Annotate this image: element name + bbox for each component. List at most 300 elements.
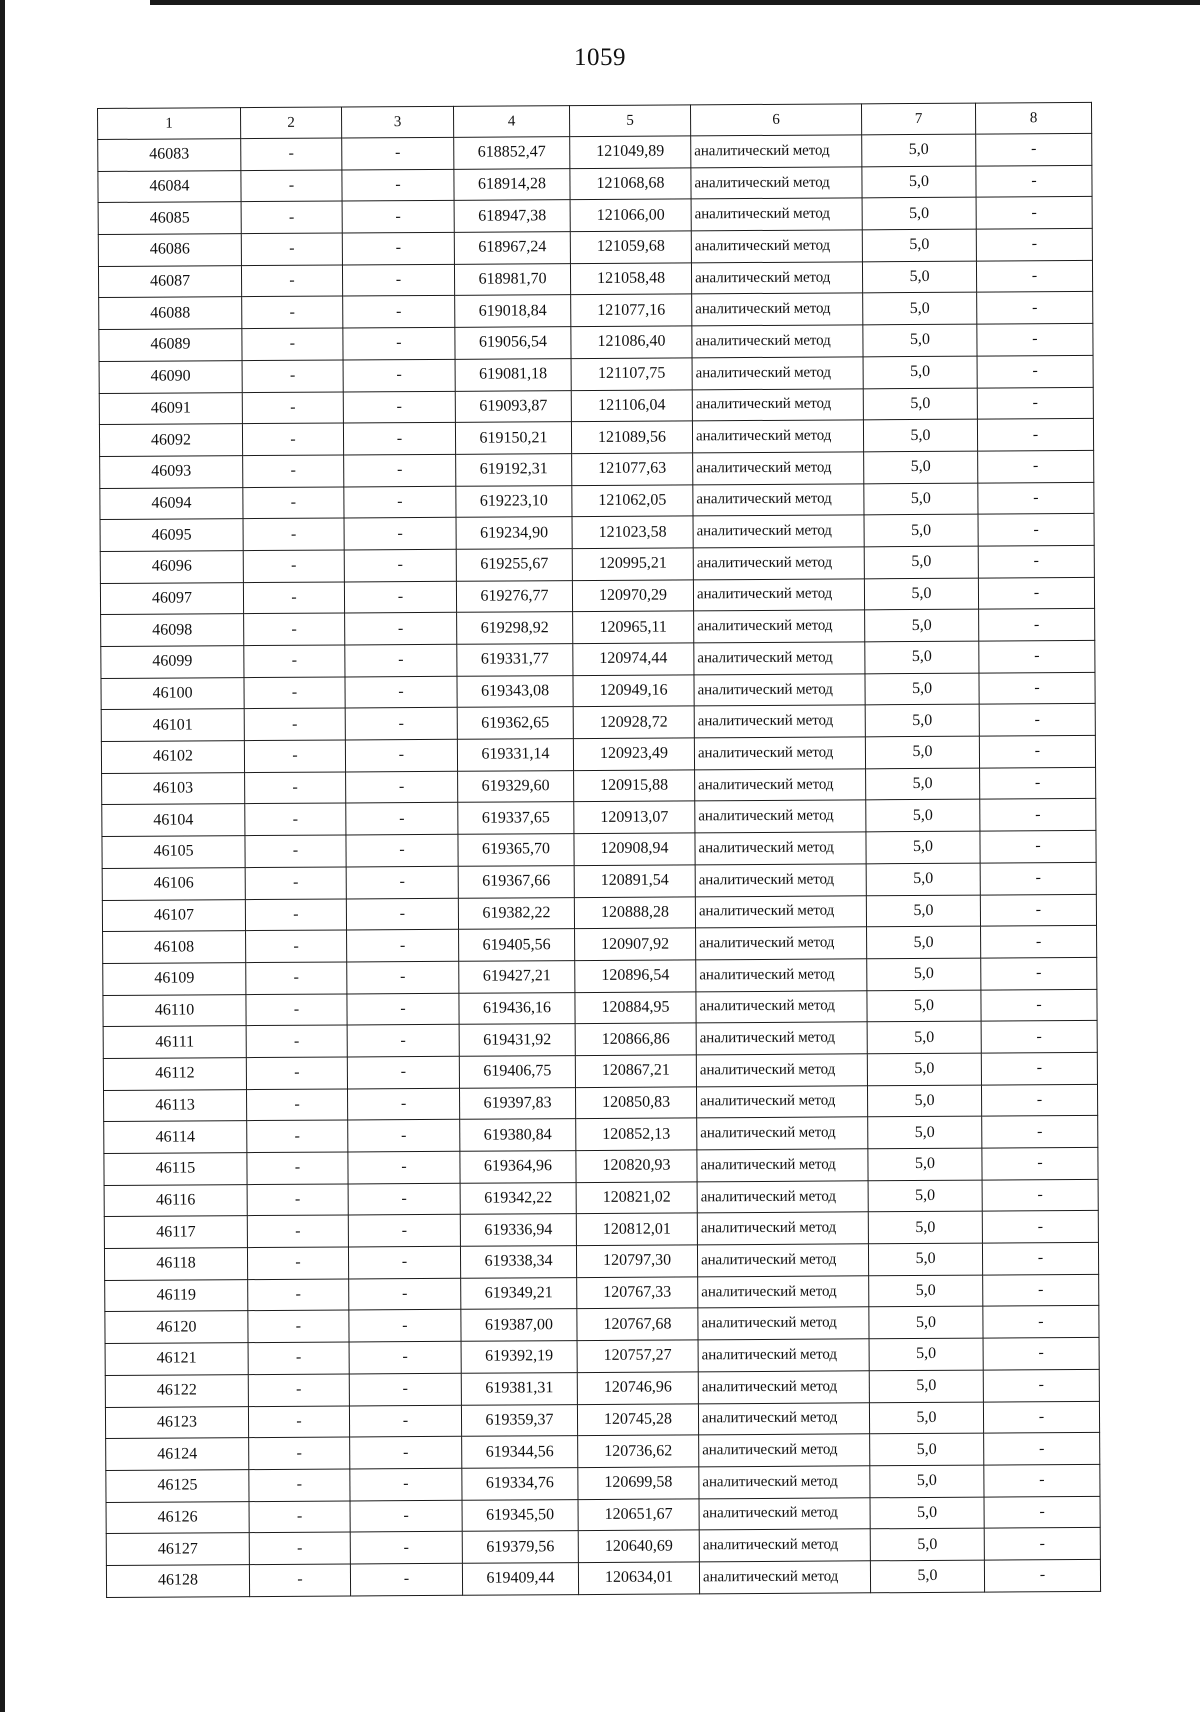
y-coordinate-cell: 120640,69 [578, 1530, 699, 1562]
col2-cell: - [249, 1469, 350, 1501]
method-cell: аналитический метод [694, 642, 865, 675]
point-number-cell: 46117 [104, 1216, 247, 1249]
x-coordinate-cell: 619379,56 [462, 1531, 578, 1563]
col2-cell: - [247, 1152, 348, 1184]
col3-cell: - [349, 1310, 461, 1342]
col8-cell: - [976, 165, 1092, 197]
accuracy-cell: 5,0 [867, 958, 981, 990]
method-cell: аналитический метод [699, 1561, 870, 1594]
accuracy-cell: 5,0 [865, 641, 979, 673]
point-number-cell: 46124 [106, 1438, 249, 1471]
col8-cell: - [978, 577, 1094, 609]
method-cell: аналитический метод [694, 674, 865, 707]
method-cell: аналитический метод [696, 1085, 867, 1118]
method-cell: аналитический метод [697, 1212, 868, 1245]
col2-cell: - [242, 423, 343, 455]
col3-cell: - [346, 834, 458, 866]
method-cell: аналитический метод [694, 737, 865, 770]
method-cell: аналитический метод [696, 1054, 867, 1087]
accuracy-cell: 5,0 [870, 1465, 984, 1497]
y-coordinate-cell: 121062,05 [572, 484, 693, 516]
col8-cell: - [977, 355, 1093, 387]
col3-cell: - [347, 961, 459, 993]
y-coordinate-cell: 120867,21 [575, 1055, 696, 1087]
method-cell: аналитический метод [698, 1276, 869, 1309]
col2-cell: - [246, 930, 347, 962]
x-coordinate-cell: 619018,84 [455, 295, 571, 327]
col2-cell: - [243, 582, 344, 614]
accuracy-cell: 5,0 [865, 609, 979, 641]
y-coordinate-cell: 120908,94 [574, 833, 695, 865]
point-number-cell: 46102 [101, 741, 244, 774]
col3-cell: - [343, 327, 455, 359]
point-number-cell: 46100 [101, 677, 244, 710]
col8-cell: - [984, 1559, 1100, 1591]
col3-cell: - [346, 803, 458, 835]
point-number-cell: 46116 [104, 1184, 247, 1217]
accuracy-cell: 5,0 [870, 1497, 984, 1529]
method-cell: аналитический метод [695, 864, 866, 897]
x-coordinate-cell: 619081,18 [455, 358, 571, 390]
point-number-cell: 46128 [106, 1565, 249, 1598]
col2-cell: - [248, 1279, 349, 1311]
col8-cell: - [978, 545, 1094, 577]
col8-cell: - [982, 1242, 1098, 1274]
x-coordinate-cell: 619331,14 [457, 739, 573, 771]
y-coordinate-cell: 121023,58 [572, 516, 693, 548]
col3-cell: - [350, 1468, 462, 1500]
col8-cell: - [977, 324, 1093, 356]
col3-cell: - [349, 1278, 461, 1310]
accuracy-cell: 5,0 [867, 926, 981, 958]
col3-cell: - [345, 676, 457, 708]
method-cell: аналитический метод [692, 420, 863, 453]
col2-cell: - [249, 1501, 350, 1533]
accuracy-cell: 5,0 [864, 546, 978, 578]
accuracy-cell: 5,0 [869, 1275, 983, 1307]
accuracy-cell: 5,0 [866, 863, 980, 895]
accuracy-cell: 5,0 [868, 1180, 982, 1212]
y-coordinate-cell: 120736,62 [578, 1435, 699, 1467]
accuracy-cell: 5,0 [870, 1528, 984, 1560]
col3-cell: - [345, 708, 457, 740]
col2-cell: - [246, 962, 347, 994]
y-coordinate-cell: 121107,75 [571, 358, 692, 390]
col2-cell: - [247, 1247, 348, 1279]
col2-cell: - [248, 1342, 349, 1374]
col2-cell: - [244, 708, 345, 740]
point-number-cell: 46086 [98, 234, 241, 267]
col3-cell: - [347, 1056, 459, 1088]
method-cell: аналитический метод [694, 705, 865, 738]
col8-cell: - [980, 831, 1096, 863]
col8-cell: - [977, 292, 1093, 324]
accuracy-cell: 5,0 [867, 990, 981, 1022]
y-coordinate-cell: 121086,40 [571, 326, 692, 358]
col8-cell: - [981, 1084, 1097, 1116]
y-coordinate-cell: 120634,01 [578, 1562, 699, 1594]
col8-cell: - [979, 672, 1095, 704]
method-cell: аналитический метод [695, 769, 866, 802]
table-body [98, 133, 1101, 1597]
method-cell: аналитический метод [696, 959, 867, 992]
method-cell: аналитический метод [695, 800, 866, 833]
col2-cell: - [248, 1374, 349, 1406]
col8-cell: - [983, 1369, 1099, 1401]
method-cell: аналитический метод [696, 990, 867, 1023]
x-coordinate-cell: 619406,75 [459, 1056, 575, 1088]
col2-cell: - [241, 170, 342, 202]
x-coordinate-cell: 619345,50 [462, 1499, 578, 1531]
method-cell: аналитический метод [691, 262, 862, 295]
col8-cell: - [980, 894, 1096, 926]
y-coordinate-cell: 120850,83 [575, 1086, 696, 1118]
accuracy-cell: 5,0 [862, 261, 976, 293]
col2-cell: - [247, 1215, 348, 1247]
accuracy-cell: 5,0 [868, 1211, 982, 1243]
x-coordinate-cell: 619380,84 [460, 1119, 576, 1151]
col2-cell: - [248, 1310, 349, 1342]
accuracy-cell: 5,0 [870, 1433, 984, 1465]
col3-cell: - [349, 1341, 461, 1373]
y-coordinate-cell: 120949,16 [573, 675, 694, 707]
col8-cell: - [983, 1274, 1099, 1306]
col8-cell: - [983, 1306, 1099, 1338]
y-coordinate-cell: 121089,56 [571, 421, 692, 453]
method-cell: аналитический метод [695, 832, 866, 865]
point-number-cell: 46119 [105, 1279, 248, 1312]
col8-cell: - [981, 989, 1097, 1021]
accuracy-cell: 5,0 [864, 514, 978, 546]
x-coordinate-cell: 619436,16 [459, 992, 575, 1024]
col2-cell: - [246, 1089, 347, 1121]
accuracy-cell: 5,0 [868, 1116, 982, 1148]
col2-cell: - [242, 296, 343, 328]
method-cell: аналитический метод [691, 167, 862, 200]
x-coordinate-cell: 619409,44 [462, 1563, 578, 1595]
method-cell: аналитический метод [693, 515, 864, 548]
col8-cell: - [979, 735, 1095, 767]
point-number-cell: 46118 [104, 1248, 247, 1281]
col8-cell: - [982, 1116, 1098, 1148]
accuracy-cell: 5,0 [863, 293, 977, 325]
accuracy-cell: 5,0 [865, 736, 979, 768]
method-cell: аналитический метод [698, 1371, 869, 1404]
accuracy-cell: 5,0 [867, 1085, 981, 1117]
y-coordinate-cell: 120974,44 [573, 643, 694, 675]
accuracy-cell: 5,0 [869, 1402, 983, 1434]
accuracy-cell: 5,0 [863, 324, 977, 356]
col2-cell: - [245, 867, 346, 899]
col2-cell: - [243, 455, 344, 487]
col8-cell: - [983, 1401, 1099, 1433]
col8-cell: - [976, 197, 1092, 229]
accuracy-cell: 5,0 [866, 895, 980, 927]
col3-cell: - [347, 1088, 459, 1120]
point-number-cell: 46093 [100, 455, 243, 488]
method-cell: аналитический метод [693, 452, 864, 485]
x-coordinate-cell: 619367,66 [458, 865, 574, 897]
y-coordinate-cell: 120891,54 [574, 865, 695, 897]
page-number: 1059 [574, 44, 626, 71]
y-coordinate-cell: 120812,01 [576, 1213, 697, 1245]
col2-cell: - [244, 613, 345, 645]
point-number-cell: 46114 [104, 1121, 247, 1154]
column-header: 2 [241, 107, 342, 139]
point-number-cell: 46111 [103, 1026, 246, 1059]
y-coordinate-cell: 120767,68 [577, 1308, 698, 1340]
x-coordinate-cell: 619342,22 [460, 1182, 576, 1214]
col3-cell: - [342, 201, 454, 233]
x-coordinate-cell: 619223,10 [456, 485, 572, 517]
y-coordinate-cell: 121106,04 [571, 389, 692, 421]
y-coordinate-cell: 121066,00 [570, 199, 691, 231]
accuracy-cell: 5,0 [866, 831, 980, 863]
y-coordinate-cell: 120928,72 [573, 706, 694, 738]
col2-cell: - [241, 138, 342, 170]
col8-cell: - [976, 260, 1092, 292]
col3-cell: - [345, 644, 457, 676]
scan-edge-top [150, 0, 1200, 5]
col2-cell: - [242, 360, 343, 392]
x-coordinate-cell: 619387,00 [461, 1309, 577, 1341]
col2-cell: - [244, 740, 345, 772]
accuracy-cell: 5,0 [866, 800, 980, 832]
y-coordinate-cell: 120888,28 [574, 896, 695, 928]
col8-cell: - [982, 1179, 1098, 1211]
col2-cell: - [245, 835, 346, 867]
x-coordinate-cell: 619362,65 [457, 707, 573, 739]
x-coordinate-cell: 619056,54 [455, 327, 571, 359]
point-number-cell: 46115 [104, 1153, 247, 1186]
col2-cell: - [246, 1025, 347, 1057]
col3-cell: - [343, 296, 455, 328]
col8-cell: - [977, 419, 1093, 451]
col8-cell: - [981, 1052, 1097, 1084]
col2-cell: - [248, 1405, 349, 1437]
col3-cell: - [350, 1436, 462, 1468]
accuracy-cell: 5,0 [868, 1243, 982, 1275]
column-header: 4 [453, 106, 569, 138]
col3-cell: - [349, 1373, 461, 1405]
y-coordinate-cell: 120767,33 [577, 1277, 698, 1309]
col3-cell: - [348, 1151, 460, 1183]
point-number-cell: 46088 [99, 297, 242, 330]
point-number-cell: 46101 [101, 709, 244, 742]
method-cell: аналитический метод [692, 293, 863, 326]
scan-edge-left [0, 0, 5, 1712]
method-cell: аналитический метод [698, 1402, 869, 1435]
col3-cell: - [344, 486, 456, 518]
method-cell: аналитический метод [693, 547, 864, 580]
col8-cell: - [980, 799, 1096, 831]
x-coordinate-cell: 619150,21 [455, 422, 571, 454]
col8-cell: - [978, 450, 1094, 482]
col8-cell: - [981, 926, 1097, 958]
col8-cell: - [980, 767, 1096, 799]
point-number-cell: 46096 [100, 551, 243, 584]
y-coordinate-cell: 121059,68 [570, 231, 691, 263]
y-coordinate-cell: 120757,27 [577, 1340, 698, 1372]
col2-cell: - [249, 1564, 350, 1596]
method-cell: аналитический метод [699, 1434, 870, 1467]
accuracy-cell: 5,0 [865, 673, 979, 705]
column-header: 7 [861, 103, 975, 135]
method-cell: аналитический метод [699, 1466, 870, 1499]
x-coordinate-cell: 619392,19 [461, 1341, 577, 1373]
y-coordinate-cell: 120651,67 [578, 1498, 699, 1530]
col8-cell: - [984, 1464, 1100, 1496]
point-number-cell: 46125 [106, 1469, 249, 1502]
method-cell: аналитический метод [695, 895, 866, 928]
method-cell: аналитический метод [699, 1529, 870, 1562]
col3-cell: - [348, 1120, 460, 1152]
col2-cell: - [249, 1437, 350, 1469]
method-cell: аналитический метод [691, 198, 862, 231]
x-coordinate-cell: 619329,60 [458, 770, 574, 802]
y-coordinate-cell: 121049,89 [570, 136, 691, 168]
point-number-cell: 46121 [105, 1343, 248, 1376]
point-number-cell: 46085 [98, 202, 241, 235]
point-number-cell: 46104 [102, 804, 245, 837]
accuracy-cell: 5,0 [863, 388, 977, 420]
accuracy-cell: 5,0 [867, 1053, 981, 1085]
point-number-cell: 46105 [102, 836, 245, 869]
method-cell: аналитический метод [697, 1149, 868, 1182]
col2-cell: - [243, 550, 344, 582]
x-coordinate-cell: 619381,31 [461, 1372, 577, 1404]
y-coordinate-cell: 120965,11 [573, 611, 694, 643]
col8-cell: - [979, 640, 1095, 672]
point-number-cell: 46127 [106, 1533, 249, 1566]
col8-cell: - [981, 957, 1097, 989]
column-header: 5 [569, 105, 690, 137]
point-number-cell: 46087 [98, 265, 241, 298]
x-coordinate-cell: 619365,70 [458, 834, 574, 866]
method-cell: аналитический метод [698, 1339, 869, 1372]
col3-cell: - [350, 1500, 462, 1532]
x-coordinate-cell: 619431,92 [459, 1024, 575, 1056]
accuracy-cell: 5,0 [862, 198, 976, 230]
col8-cell: - [978, 514, 1094, 546]
x-coordinate-cell: 619364,96 [460, 1151, 576, 1183]
col3-cell: - [346, 866, 458, 898]
column-header: 8 [975, 102, 1091, 134]
x-coordinate-cell: 619397,83 [459, 1087, 575, 1119]
method-cell: аналитический метод [696, 1022, 867, 1055]
point-number-cell: 46112 [103, 1058, 246, 1091]
col8-cell: - [982, 1147, 1098, 1179]
method-cell: аналитический метод [694, 610, 865, 643]
method-cell: аналитический метод [693, 483, 864, 516]
accuracy-cell: 5,0 [870, 1560, 984, 1592]
col2-cell: - [245, 772, 346, 804]
col8-cell: - [976, 133, 1092, 165]
col3-cell: - [350, 1532, 462, 1564]
col2-cell: - [243, 518, 344, 550]
point-number-cell: 46113 [103, 1089, 246, 1122]
x-coordinate-cell: 619298,92 [457, 612, 573, 644]
y-coordinate-cell: 121077,16 [571, 294, 692, 326]
col2-cell: - [245, 898, 346, 930]
col3-cell: - [342, 137, 454, 169]
col2-cell: - [242, 328, 343, 360]
method-cell: аналитический метод [691, 230, 862, 263]
col3-cell: - [346, 771, 458, 803]
col2-cell: - [244, 645, 345, 677]
x-coordinate-cell: 619336,94 [460, 1214, 576, 1246]
accuracy-cell: 5,0 [863, 356, 977, 388]
col2-cell: - [249, 1532, 350, 1564]
x-coordinate-cell: 619337,65 [458, 802, 574, 834]
y-coordinate-cell: 120866,86 [575, 1023, 696, 1055]
x-coordinate-cell: 619093,87 [455, 390, 571, 422]
y-coordinate-cell: 120907,92 [575, 928, 696, 960]
column-header: 3 [341, 106, 453, 138]
x-coordinate-cell: 619359,37 [461, 1404, 577, 1436]
col3-cell: - [345, 739, 457, 771]
y-coordinate-cell: 121077,63 [572, 453, 693, 485]
col3-cell: - [350, 1563, 462, 1595]
method-cell: аналитический метод [693, 578, 864, 611]
point-number-cell: 46109 [103, 962, 246, 995]
col3-cell: - [347, 1025, 459, 1057]
col8-cell: - [984, 1528, 1100, 1560]
col8-cell: - [984, 1433, 1100, 1465]
y-coordinate-cell: 120821,02 [576, 1182, 697, 1214]
col3-cell: - [345, 613, 457, 645]
point-number-cell: 46090 [99, 360, 242, 393]
col3-cell: - [342, 264, 454, 296]
col3-cell: - [344, 518, 456, 550]
point-number-cell: 46108 [103, 931, 246, 964]
accuracy-cell: 5,0 [867, 1021, 981, 1053]
point-number-cell: 46098 [101, 614, 244, 647]
method-cell: аналитический метод [692, 357, 863, 390]
accuracy-cell: 5,0 [869, 1370, 983, 1402]
point-number-cell: 46110 [103, 994, 246, 1027]
x-coordinate-cell: 618981,70 [454, 263, 570, 295]
col3-cell: - [347, 929, 459, 961]
method-cell: аналитический метод [697, 1244, 868, 1277]
point-number-cell: 46097 [100, 582, 243, 615]
column-header: 6 [690, 104, 861, 136]
col3-cell: - [343, 423, 455, 455]
x-coordinate-cell: 619338,34 [460, 1246, 576, 1278]
point-number-cell: 46083 [98, 139, 241, 172]
x-coordinate-cell: 618852,47 [454, 137, 570, 169]
col2-cell: - [245, 803, 346, 835]
x-coordinate-cell: 618947,38 [454, 200, 570, 232]
y-coordinate-cell: 120797,30 [576, 1245, 697, 1277]
accuracy-cell: 5,0 [864, 483, 978, 515]
point-number-cell: 46092 [99, 424, 242, 457]
col3-cell: - [347, 993, 459, 1025]
x-coordinate-cell: 619334,76 [462, 1467, 578, 1499]
col3-cell: - [348, 1246, 460, 1278]
x-coordinate-cell: 619331,77 [457, 644, 573, 676]
x-coordinate-cell: 619276,77 [456, 580, 572, 612]
x-coordinate-cell: 619344,56 [462, 1436, 578, 1468]
accuracy-cell: 5,0 [868, 1148, 982, 1180]
point-number-cell: 46099 [101, 646, 244, 679]
point-number-cell: 46091 [99, 392, 242, 425]
col2-cell: - [247, 1184, 348, 1216]
table-row [106, 1559, 1100, 1597]
col8-cell: - [978, 482, 1094, 514]
y-coordinate-cell: 120699,58 [578, 1467, 699, 1499]
col3-cell: - [342, 232, 454, 264]
